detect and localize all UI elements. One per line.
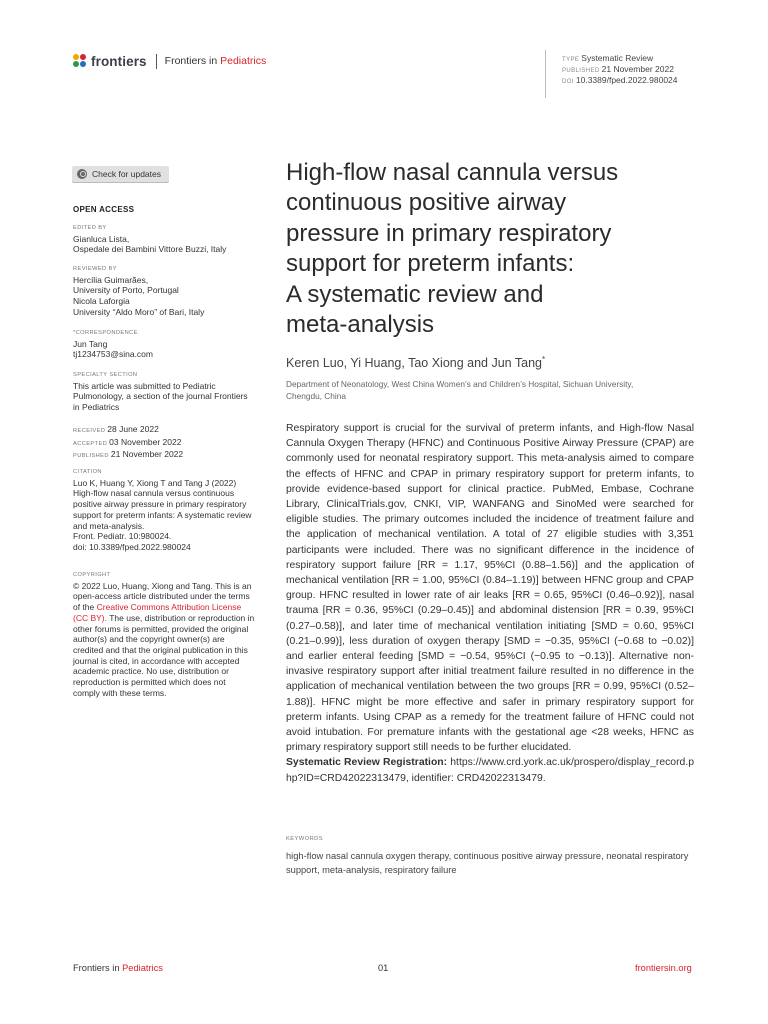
corresponding-mark: * — [542, 355, 546, 364]
authors-text: Keren Luo, Yi Huang, Tao Xiong and Jun Tang — [286, 356, 542, 371]
copyright-line: reproduction is permitted which does not — [73, 677, 226, 688]
published-label-left: PUBLISHED — [73, 453, 109, 460]
received-value: 28 June 2022 — [107, 424, 159, 434]
journal-name[interactable] — [165, 55, 267, 67]
copyright-label: COPYRIGHT — [73, 572, 111, 578]
received-label: RECEIVED — [73, 428, 106, 434]
copyright-line: academic practice. No use, distribution or — [73, 666, 229, 677]
copyright-line: open-access article distributed under the terms — [73, 591, 250, 602]
copyright-after-link: . The use, distribution or reproduction in — [104, 612, 255, 623]
citation-line: Front. Pediatr. 10:980024. — [73, 531, 172, 542]
copyright-line: other forums is permitted, provided the original — [73, 623, 249, 634]
correspondence-email[interactable]: tj1234753@sina.com — [73, 349, 153, 360]
cc-by-link[interactable]: (CC BY) — [73, 612, 105, 623]
correspondence-section — [73, 328, 273, 360]
correspondence-name: Jun Tang — [73, 338, 108, 349]
doi-label: DOI — [562, 79, 574, 85]
citation-line: support for preterm infants: A systematic review — [73, 509, 252, 520]
reviewed-by-section — [73, 264, 273, 318]
accepted-value: 03 November 2022 — [109, 436, 182, 447]
title-line: pressure in primary respiratory — [286, 219, 612, 247]
specialty-label: SPECIALTY SECTION — [73, 372, 138, 378]
frontiers-logo[interactable] — [73, 52, 266, 70]
copyright-line: comply with these terms. — [73, 687, 167, 698]
citation-line: positive airway pressure in primary respiratory — [73, 499, 247, 510]
check-updates-button[interactable] — [72, 166, 169, 182]
affiliation — [286, 379, 706, 402]
received-date — [73, 424, 273, 437]
specialty-line: This article was submitted to Pediatric — [73, 380, 216, 391]
accepted-date — [73, 437, 273, 450]
copyright-line — [73, 602, 273, 613]
meta-divider — [545, 50, 546, 98]
published-date-left — [73, 449, 273, 462]
copyright-line: journal is cited, in accordance with accepted — [73, 655, 240, 666]
frontiers-logo-icon — [73, 54, 87, 68]
reviewer-affiliation: University “Aldo Moro” of Bari, Italy — [73, 306, 205, 317]
edited-by-label: EDITED BY — [73, 225, 107, 231]
title-line: High-flow nasal cannula versus — [286, 159, 619, 186]
page-number: 01 — [378, 963, 389, 973]
title-line: A systematic review and — [286, 280, 544, 308]
citation-line: and meta-analysis. — [73, 520, 145, 531]
journal-subject: Pediatrics — [220, 55, 267, 67]
specialty-line: Pulmonology, a section of the journal Frontiers — [73, 391, 248, 402]
check-updates-label: Check for updates — [92, 169, 161, 179]
cc-license-link[interactable]: Creative Commons Attribution License — [96, 602, 242, 613]
title-line: support for preterm infants: — [286, 250, 575, 278]
citation-doi[interactable]: doi: 10.3389/fped.2022.980024 — [73, 541, 191, 552]
correspondence-label: *CORRESPONDENCE — [73, 330, 138, 336]
reviewed-by-label: REVIEWED BY — [73, 266, 117, 272]
dates-section — [73, 424, 273, 462]
doi[interactable] — [562, 75, 678, 88]
editor-name: Gianluca Lista, — [73, 233, 130, 244]
accepted-label: ACCEPTED — [73, 440, 108, 447]
reviewer-affiliation: University of Porto, Portugal — [73, 285, 179, 296]
author-list — [286, 355, 545, 370]
logo-divider — [156, 54, 157, 69]
published-value-left: 21 November 2022 — [110, 449, 184, 460]
footer-journal[interactable] — [73, 963, 163, 973]
copyright-line — [73, 613, 273, 624]
editor-affiliation: Ospedale dei Bambini Vittore Buzzi, Italy — [73, 244, 227, 255]
type-value: Systematic Review — [581, 53, 654, 63]
reviewer-name: Hercília Guimarães, — [73, 274, 149, 285]
open-access-text: OPEN ACCESS — [73, 205, 135, 214]
specialty-section — [73, 370, 273, 413]
affiliation-line: Department of Neonatology, West China Women’s and Children’s Hospital, Sichuan University, — [286, 379, 634, 389]
abstract-text: Respiratory support is crucial for the survival of preterm infants, and High-flow Nasal Cannula Oxygen Therapy (HFNC) and Continuous Positive Airway Pressure (CPAP) are commonly used for neonatal respiratory support. This meta-analysis aimed to compare the effects of HFNC and CPAP in primary respiratory support for preterm infants, to provide evidence-based support for clinical practice. PubMed, Embase, Cochrane Library, ClinicalTrials.gov, CNKI, VIP, WANFANG and SinoMed were searched for eligible studies. The primary outcomes included the incidence of treatment failure and the application of mechanical ventilation. A total of 27 eligible studies with 3,351 participants were included. There was no significant difference in the incidence of respiratory support failure [RR = 1.17, 95%CI (0.88–1.56)] and the application of mechanical ventilation [RR = 1.00, 95%CI (0.84–1.19)] between HFNC group and CPAP group. HFNC resulted in lower rate of air leaks [RR = 0.65, 95%CI (0.46–0.92)], nasal trauma [RR = 0.36, 95%CI (0.29–0.45)] and abdominal distension [RR = 0.39, 95%CI (0.27–0.58)], and later time of mechanical ventilation initiating [SMD = 0.60, 95%CI (0.21–0.99)], less duration of oxygen therapy [SMD = −0.35, 95%CI (−0.68 to −0.02)] and earlier enteral feeding [SMD = −0.54, 95%CI (−0.95 to −0.13)]. Alternative non-invasive respiratory support after initial treatment failure resulted in no difference in the application of mechanical ventilation between the two groups [RR = 0.99, 95%CI (0.52–1.88)]. HFNC might be more effective and safer in primary respiratory support for preterm infants. Using CPAP as a remedy for the treatment failure of HFNC could not avoid intubation. For premature infants with the gestational age <28 weeks, HFNC as primary respiratory support still needs to be further elucidated. — [286, 423, 694, 754]
doi-value: 10.3389/fped.2022.980024 — [575, 75, 678, 85]
copyright-line: credited and that the original publication in this — [73, 644, 248, 655]
journal-prefix: Frontiers in — [164, 55, 221, 67]
registration-link[interactable]: https://www.crd.york.ac.uk/prospero/display_record.php?ID=CRD42022313479, identifier: CRD42022313479. — [286, 757, 694, 784]
footer-journal-prefix: Frontiers in — [73, 963, 123, 973]
published-value: 21 November 2022 — [601, 64, 674, 74]
copyright-section — [73, 570, 273, 698]
citation-section — [73, 467, 273, 553]
copyright-of: of the — [73, 602, 97, 613]
title-line: continuous positive airway — [286, 189, 567, 217]
footer-journal-subject: Pediatrics — [122, 963, 163, 973]
citation-line: High-flow nasal cannula versus continuous — [73, 488, 235, 499]
footer-site-link[interactable]: frontiersin.org — [635, 963, 692, 973]
registration-label: Systematic Review Registration: — [286, 757, 448, 769]
keywords-list: high-flow nasal cannula oxygen therapy, continuous positive airway pressure, neonatal respiratory support, meta-analysis, respiratory failure — [286, 851, 689, 875]
open-access-label — [73, 205, 273, 216]
citation-label: CITATION — [73, 469, 102, 475]
keywords-label: KEYWORDS — [286, 836, 324, 842]
reviewer-name: Nicola Laforgia — [73, 296, 130, 307]
type-label: TYPE — [562, 57, 580, 63]
copyright-line: © 2022 Luo, Huang, Xiong and Tang. This is an — [73, 580, 252, 591]
copyright-line: author(s) and the copyright owner(s) are — [73, 634, 225, 645]
abstract — [286, 421, 694, 786]
crossmark-icon — [77, 169, 87, 179]
published-label: PUBLISHED — [562, 68, 600, 74]
citation-line: Luo K, Huang Y, Xiong T and Tang J (2022) — [73, 477, 237, 488]
specialty-line: in Pediatrics — [73, 402, 120, 413]
title-line: meta-analysis — [286, 311, 435, 339]
article-title — [286, 158, 706, 340]
edited-by-section — [73, 223, 273, 255]
affiliation-line: Chengdu, China — [286, 390, 346, 401]
logo-wordmark: frontiers — [91, 53, 147, 69]
